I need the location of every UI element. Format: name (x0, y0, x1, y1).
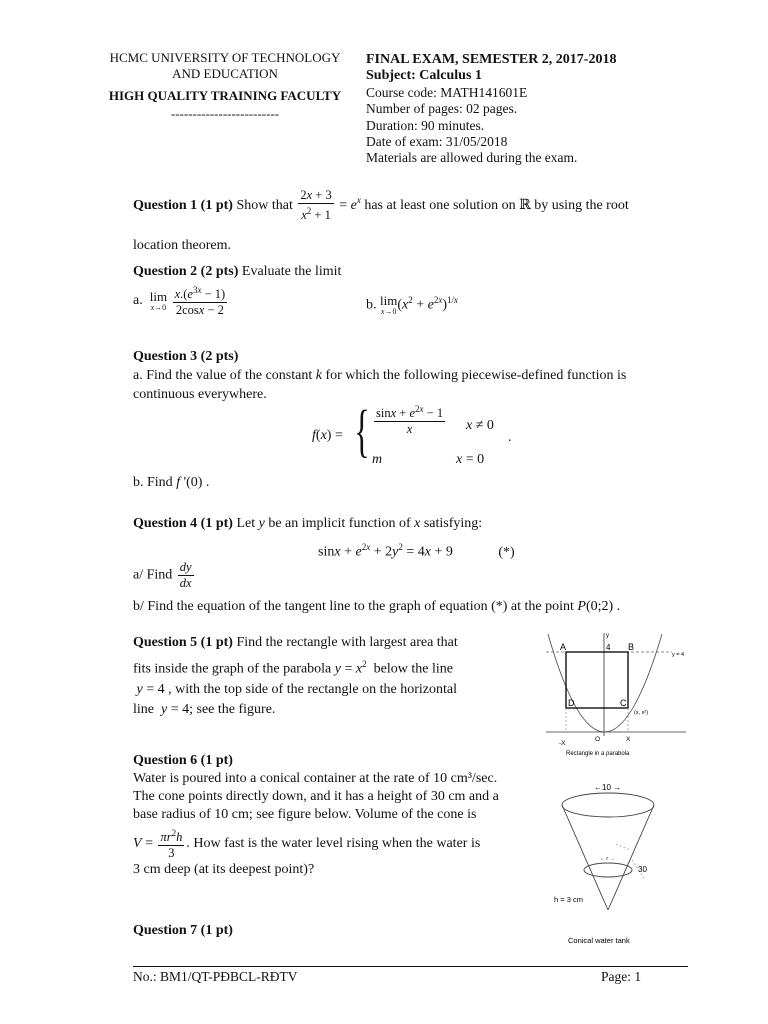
question-6-line-4: . How fast is the water level rising when the water is (186, 835, 481, 851)
question-3-label: Question 3 (2 pts) (133, 349, 239, 364)
header-divider: ------------------------- (170, 106, 280, 121)
question-5-line-4b: ; see the figure. (189, 702, 276, 718)
question-6: Question 6 (1 pt) Water is poured into a conical container at the rate of 10 cm³/sec. The cone points directly down, and it has a height of 30 cm and a base radius of 10 cm; see figure below. Volume of the cone is V = $\frac{\pi r^2h}{3}$ . How fast is the water level rising when the water is 3 cm deep (at its deepest point)? (133, 752, 543, 879)
water-surface (584, 863, 632, 877)
exam-title: FINAL EXAM, SEMESTER 2, 2017-2018 (366, 52, 617, 67)
parabola-figure (526, 628, 692, 760)
question-3-text-b: for which the following piecewise-defined function is (325, 368, 627, 383)
limit-a: lim x→0 (149, 288, 168, 312)
question-6-line-5: 3 cm deep (at its deepest point)? (133, 862, 315, 878)
question-5-line-1: Find the rectangle with largest area that (236, 635, 458, 650)
question-3-part-b: b. Find f '(0) . (133, 475, 210, 490)
implicit-equation: $\sin x + e^{2x} + 2y^2 = 4x + 9$ (*) (318, 542, 515, 560)
rectangle-abcd (566, 652, 628, 708)
university-block (100, 50, 350, 122)
label-x: X (626, 736, 631, 743)
question-5: Question 5 (1 pt) Find the rectangle with largest area that fits inside the graph of the parabola $y = x^2$ below the line y = 4 , with the top side of the rectangle on the horizontal line y = 4; see the figure. (133, 635, 458, 718)
equation-star: (*) (498, 544, 515, 560)
exam-date: Date of exam: 31/05/2018 (366, 134, 508, 150)
question-6-line-2: The cone points directly down, and it has a height of 30 cm and a (133, 789, 499, 804)
figure-caption-cone: Conical water tank (568, 936, 630, 945)
question-4-text-c: satisfying: (423, 516, 483, 531)
cone-top-label: ←10 → (594, 783, 622, 792)
university-name: HCMC UNIVERSITY OF TECHNOLOGY (109, 50, 341, 65)
question-4-part-a: a/ Find $\frac{dy}{dx}$ (133, 560, 192, 590)
exam-materials: Materials are allowed during the exam. (366, 150, 578, 166)
question-4-part-b: b/ Find the equation of the tangent line to the graph of equation (*) at the point P(0;2) . (133, 599, 621, 614)
question-4-part-a-text: a/ Find (133, 567, 173, 583)
faculty-name: HIGH QUALITY TRAINING FACULTY (108, 88, 342, 103)
label-y: y (606, 633, 609, 639)
question-7 (133, 921, 233, 940)
question-6-label: Question 6 (1 pt) (133, 753, 233, 768)
question-2-part-b: b. lim x→0 $(x^2 + e^{2x})^{1/x}$ (366, 293, 459, 317)
question-2 (133, 262, 341, 281)
question-3-text-c: continuous everywhere. (133, 387, 267, 402)
figure-caption-parabola: Rectangle in a parabola (566, 751, 630, 757)
cone-radius-label: ← r → (600, 856, 615, 862)
question-3-text-a: a. Find the value of the constant (133, 368, 313, 383)
question-2-label: Question 2 (2 pts) (133, 264, 239, 279)
question-5-label: Question 5 (1 pt) (133, 635, 233, 650)
question-4-part-b-text: b/ Find the equation of the tangent line to the graph of equation (*) at the point (133, 599, 574, 614)
footer-rule (133, 966, 688, 967)
q2a-fraction: $\frac{x.(e^{3x} - 1)}{2\cos x - 2}$ (174, 285, 226, 318)
limit-b: lim x→0 (380, 293, 398, 317)
question-1: Question 1 (1 pt) Show that $\frac{2x + 3}{x^2 + 1}$ = $e^x$ has at least one solution on ℝ by using the root (133, 188, 629, 223)
exam-info-block (366, 52, 616, 167)
cone-top-ellipse (562, 793, 654, 817)
footer-page-number: Page: 1 (601, 969, 642, 984)
university-name-2: AND EDUCATION (172, 66, 278, 81)
question-3 (133, 347, 693, 404)
question-1-text-b: has at least one solution on ℝ by using the root (364, 197, 629, 213)
exam-subject: Subject: Calculus 1 (366, 68, 482, 84)
question-5-line-2: fits inside the graph of the parabola (133, 661, 332, 677)
question-5-line-2b: below the line (373, 661, 453, 677)
question-4: Question 4 (1 pt) Let y be an implicit function of x satisfying: (133, 516, 483, 531)
question-1-label: Question 1 (1 pt) (133, 197, 233, 213)
label-o: O (595, 736, 601, 743)
question-2-text: Evaluate the limit (241, 264, 342, 279)
label-4: 4 (606, 643, 611, 652)
water-height-label: h = 3 cm (554, 895, 583, 904)
cone-right-edge (608, 805, 654, 910)
question-6-line-1: Water is poured into a conical container at the rate of 10 cm³/sec. (133, 771, 498, 786)
cone-height-label: 30 (638, 865, 647, 874)
question-4-text-a: Let (236, 516, 256, 531)
page-count: Number of pages: 02 pages. (366, 101, 518, 117)
course-code: Course code: MATH141601E (366, 84, 528, 100)
label-a: A (560, 642, 567, 652)
var-k: k (315, 368, 322, 383)
question-7-label: Question 7 (1 pt) (133, 923, 233, 938)
exam-duration: Duration: 90 minutes. (366, 117, 485, 133)
question-4-label: Question 4 (1 pt) (133, 516, 233, 531)
q1-fraction: $\frac{2x + 3}{x^2 + 1}$ (300, 188, 332, 223)
label-d: D (568, 698, 575, 708)
cone-figure (550, 778, 670, 950)
radius-guide (616, 844, 630, 850)
question-4-text-b: be an implicit function of (268, 516, 411, 531)
label-neg-x: -X (559, 740, 566, 747)
footer-doc-number: No.: BM1/QT-PĐBCL-RĐTV (133, 969, 298, 984)
question-6-line-3: base radius of 10 cm; see figure below. Volume of the cone is (133, 807, 477, 822)
question-3-part-b-text: b. Find (133, 475, 173, 490)
label-c: C (620, 698, 627, 708)
question-1-text-c: location theorem. (133, 238, 231, 253)
label-b: B (628, 642, 635, 652)
part-b-marker: b. (366, 297, 377, 313)
label-line-y4: y = 4 (672, 652, 685, 658)
question-2-part-a (133, 283, 229, 318)
part-a-marker: a. (133, 292, 143, 308)
question-5-line-4a: line (133, 702, 154, 718)
label-point: (x, x²) (634, 710, 649, 716)
question-1-text-a: Show that (236, 197, 293, 213)
question-5-line-3b: , with the top side of the rectangle on the horizontal (168, 681, 457, 697)
